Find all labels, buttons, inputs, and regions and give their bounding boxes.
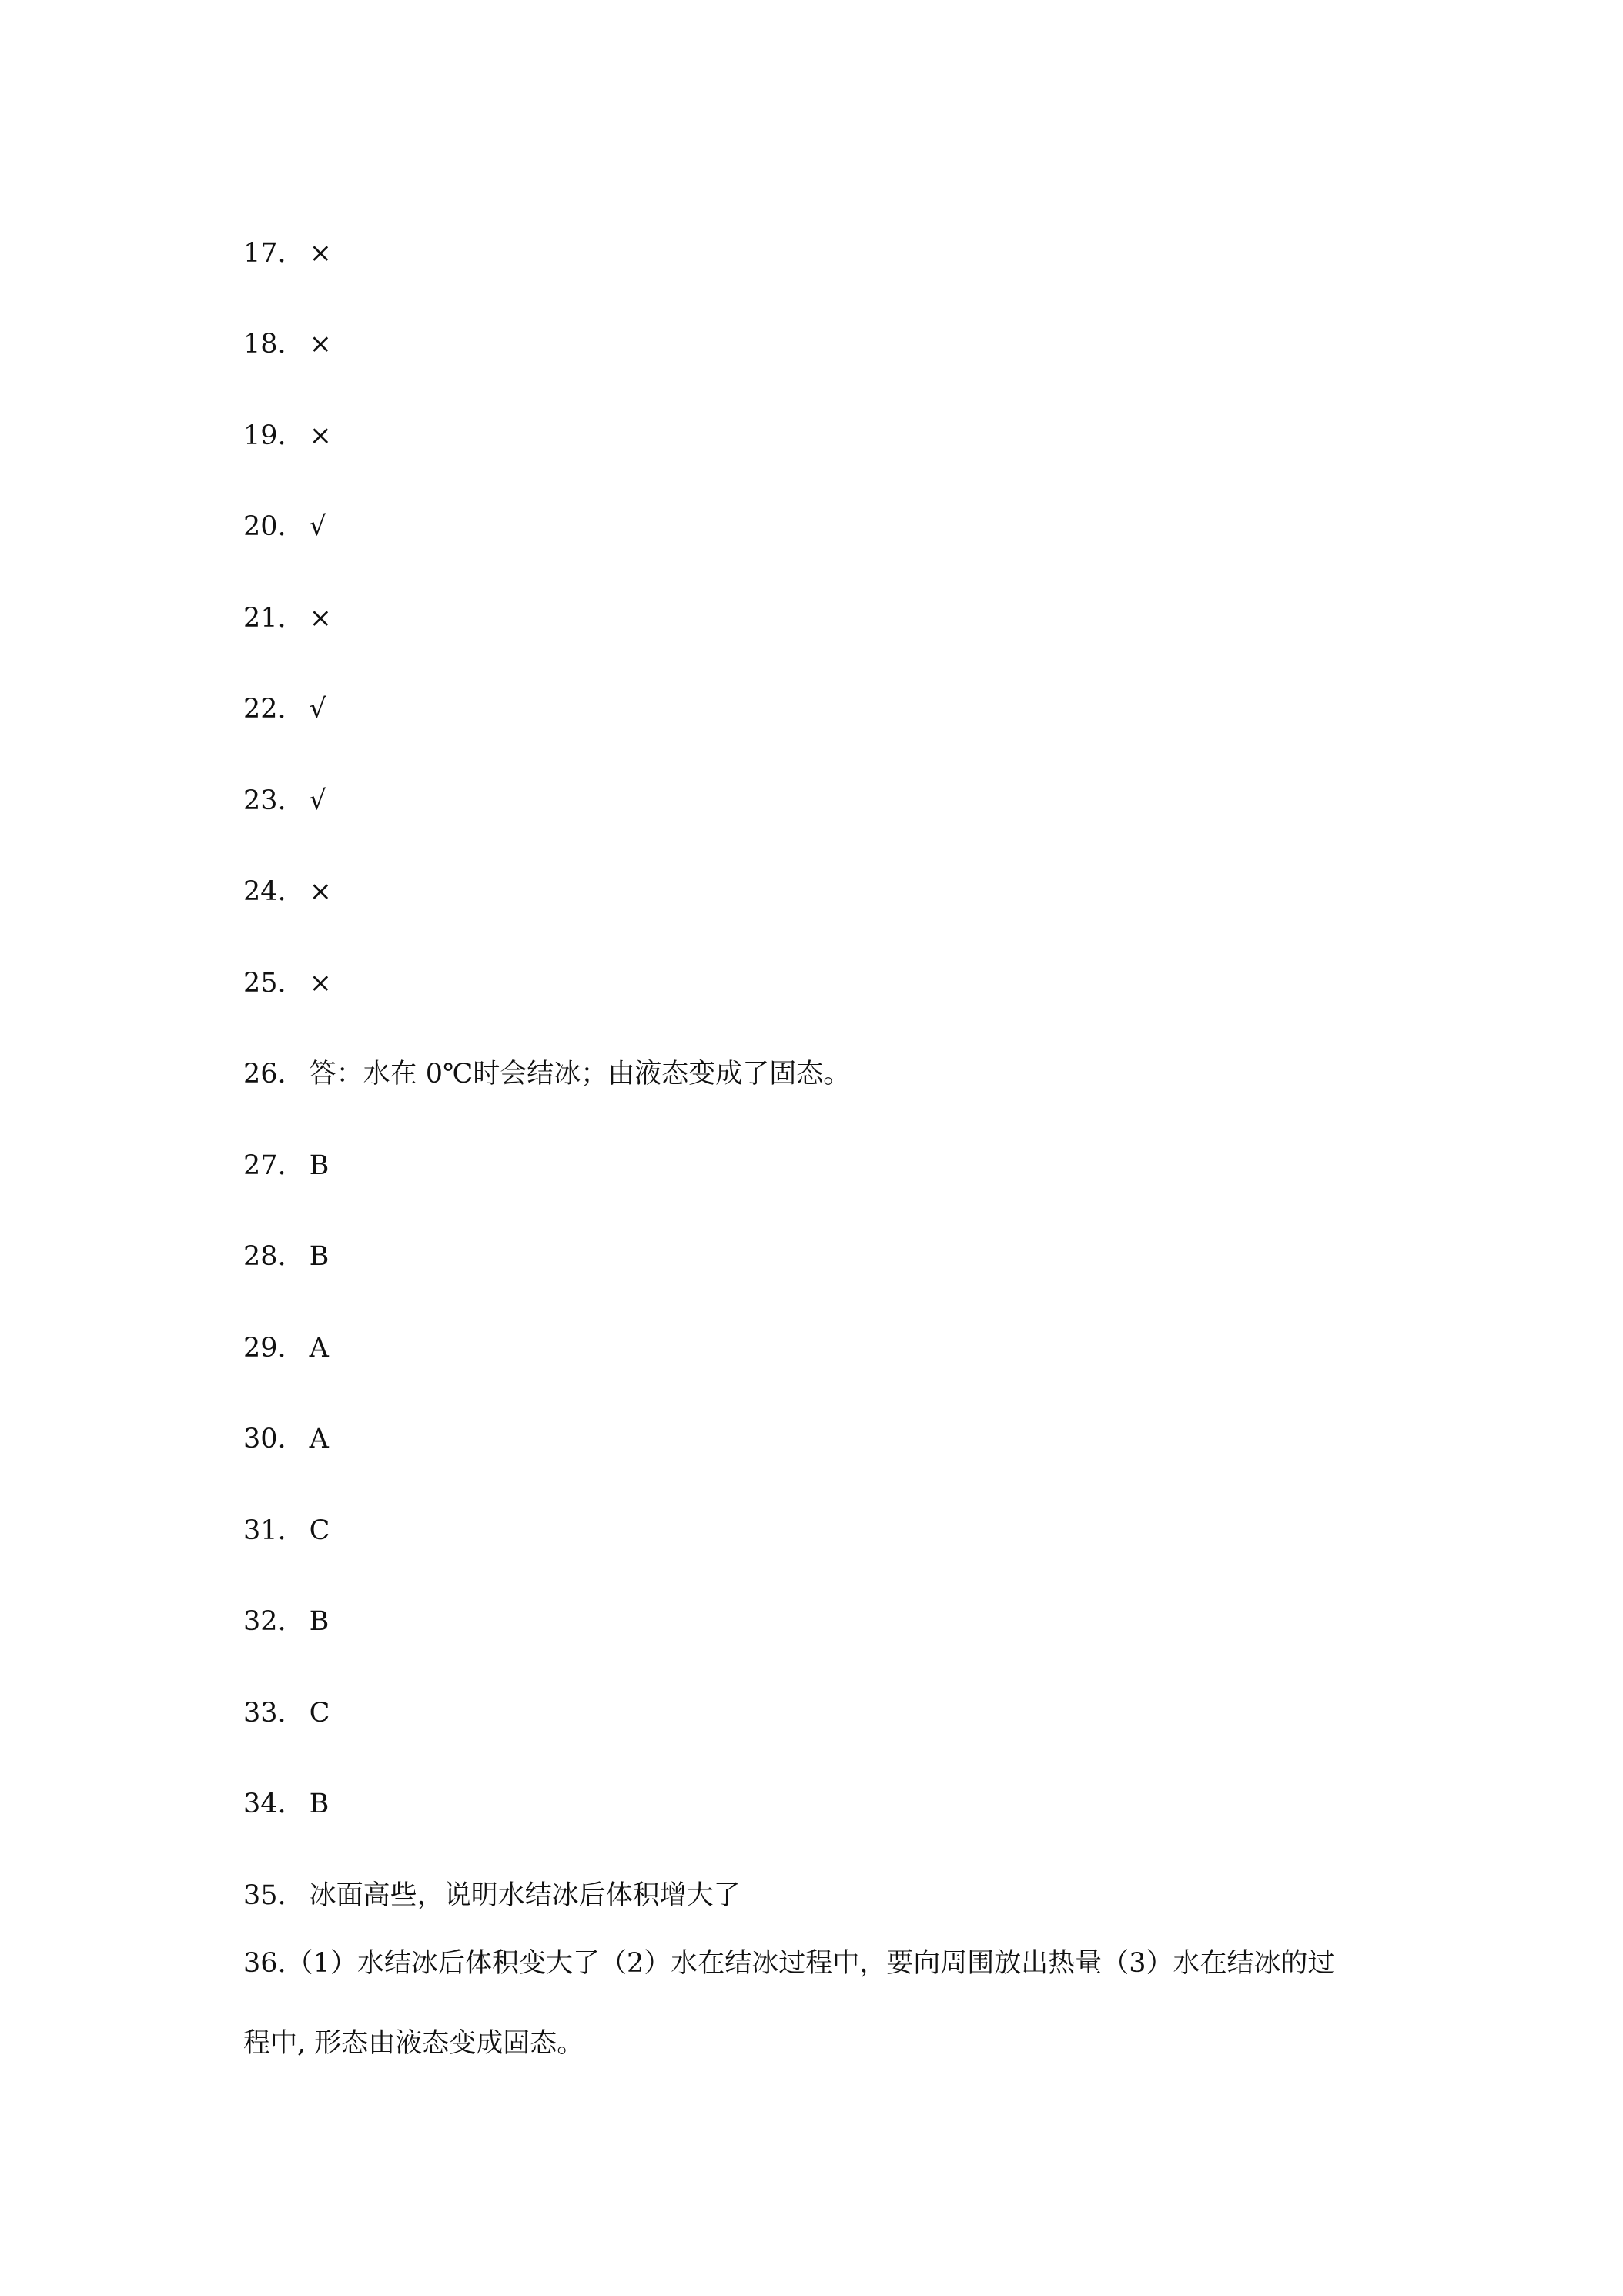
answer-text: 答：水在 0℃时会结冰；由液态变成了固态。: [309, 1059, 851, 1090]
answer-item: [243, 300, 1398, 391]
answer-item: [243, 755, 1398, 847]
question-number: 18.: [243, 329, 286, 360]
question-number: 29.: [243, 1332, 286, 1364]
answer-item-36: [243, 1923, 1398, 2083]
answer-text: C: [309, 1514, 330, 1546]
answer-text: （1）水结冰后体积变大了（2）水在结冰过程中，要向周围放出热量（3）水在结冰的过: [286, 1948, 1335, 1979]
answer-item: [243, 847, 1398, 939]
question-number: 19.: [243, 420, 286, 451]
answer-item: [243, 208, 1398, 300]
answer-text: ×: [309, 876, 332, 908]
answer-text: 冰面高些，说明水结冰后体积增大了: [309, 1879, 741, 1911]
question-number: 27.: [243, 1150, 286, 1181]
question-number: 26.: [243, 1059, 286, 1090]
question-number: 25.: [243, 967, 286, 999]
answer-text: B: [309, 1789, 330, 1820]
question-number: 22.: [243, 694, 286, 725]
answer-item: [243, 664, 1398, 756]
question-number: 34.: [243, 1789, 286, 1820]
question-number: 23.: [243, 785, 286, 816]
answer-text: ×: [309, 237, 332, 269]
question-number: 20.: [243, 511, 286, 543]
answer-text: A: [309, 1332, 329, 1364]
answer-text: B: [309, 1241, 330, 1273]
answer-text: √: [309, 694, 326, 725]
answer-item: [243, 1668, 1398, 1759]
answer-item: [243, 1394, 1398, 1486]
question-number: 30.: [243, 1424, 286, 1455]
answer-item: [243, 1485, 1398, 1577]
question-number: 21.: [243, 602, 286, 634]
answer-text: B: [309, 1606, 330, 1638]
answer-text: ×: [309, 967, 332, 999]
answer-text: ×: [309, 329, 332, 360]
answer-item: [243, 573, 1398, 664]
answer-text: ×: [309, 420, 332, 451]
question-number: 32.: [243, 1606, 286, 1638]
question-number: 31.: [243, 1514, 286, 1546]
answer-text: √: [309, 785, 326, 816]
answer-text: C: [309, 1697, 330, 1729]
answer-text: ×: [309, 602, 332, 634]
question-number: 33.: [243, 1697, 286, 1729]
answer-item: [243, 390, 1398, 482]
answer-text: √: [309, 511, 326, 543]
answer-item: [243, 1577, 1398, 1668]
answer-item: [243, 1212, 1398, 1304]
answer-text: B: [309, 1150, 330, 1181]
answer-item: [243, 1029, 1398, 1121]
answer-36-line-1: [243, 1923, 1398, 2003]
answer-item: [243, 1303, 1398, 1394]
answer-item: [243, 938, 1398, 1029]
question-number: 28.: [243, 1241, 286, 1273]
answer-36-line-2: 程中, 形态由液态变成固态。: [243, 2028, 584, 2059]
answer-item: [243, 1759, 1398, 1851]
question-number: 35.: [243, 1879, 286, 1911]
answer-item: [243, 1120, 1398, 1212]
answer-item: [243, 482, 1398, 574]
answer-list: [243, 208, 1398, 1942]
question-number: 36.: [243, 1948, 286, 1979]
question-number: 24.: [243, 876, 286, 908]
question-number: 17.: [243, 237, 286, 269]
answer-text: A: [309, 1424, 329, 1455]
